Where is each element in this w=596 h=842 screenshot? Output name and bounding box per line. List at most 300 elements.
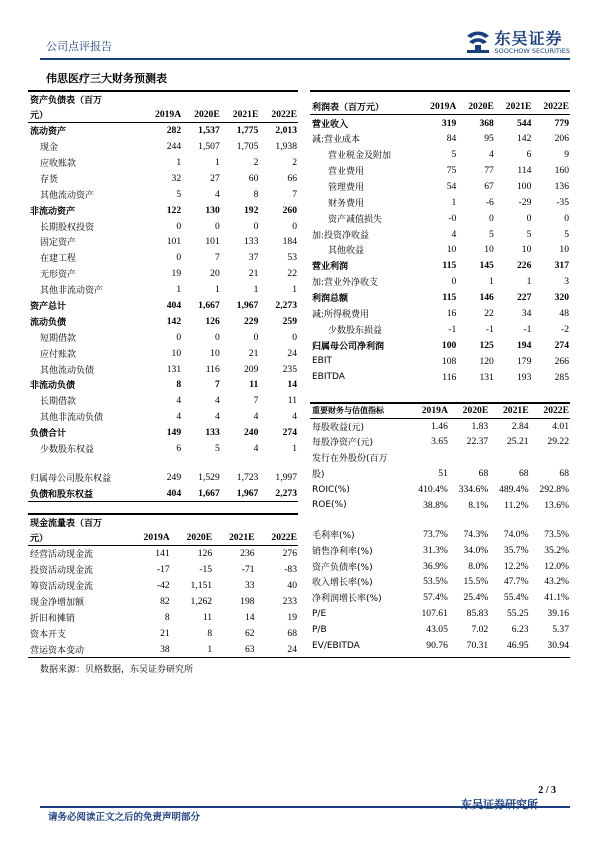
- cell-value: 3.65: [431, 436, 448, 448]
- cell-value: 0: [176, 220, 182, 232]
- cell-value: 68: [559, 468, 569, 480]
- income-statement-table: [310, 90, 570, 385]
- row-label: 发行在外股份(百万: [312, 454, 388, 465]
- cell-value: 54: [446, 180, 457, 192]
- row-label: 存货: [40, 174, 59, 185]
- cell-value: 4: [176, 411, 182, 423]
- table-row: [28, 609, 298, 625]
- page-number: 2 / 3: [538, 785, 556, 796]
- cell-value: 1: [214, 157, 220, 168]
- cell-value: -0: [448, 212, 457, 224]
- row-label: 减:所得税费用: [312, 310, 370, 321]
- table-row: [28, 123, 298, 139]
- cell-value: 25.4%: [463, 592, 489, 604]
- cell-value: 62: [244, 627, 255, 639]
- cell-value: 53.5%: [423, 576, 448, 588]
- cell-value: 6: [526, 149, 532, 161]
- cell-value: 25.21: [507, 436, 529, 448]
- cell-value: 75: [446, 165, 457, 176]
- cell-value: 8: [176, 379, 182, 391]
- row-label: 在建工程: [40, 254, 77, 265]
- cell-value: 100: [517, 180, 532, 192]
- income-statement-title: 利润表（百万元）: [310, 99, 419, 115]
- year-header: 2019A: [143, 107, 182, 123]
- cell-value: 320: [554, 292, 569, 304]
- cell-value: -71: [241, 564, 255, 576]
- cell-value: 74.3%: [463, 528, 489, 540]
- cell-value: 1: [451, 196, 457, 208]
- balance-sheet-title-line2: 元）: [28, 107, 143, 123]
- cash-flow-body: [28, 546, 298, 657]
- cash-flow-table: [28, 513, 298, 657]
- company-logo: [465, 30, 570, 58]
- row-label: 非流动资产: [30, 206, 76, 217]
- section-title: 伟思医疗三大财务预测表: [46, 72, 167, 85]
- cell-value: 1,967: [236, 300, 259, 312]
- cell-value: 10: [171, 347, 182, 359]
- cell-value: 4.01: [552, 420, 569, 432]
- cell-value: 5: [214, 443, 220, 455]
- cell-value: 4: [176, 395, 182, 407]
- cell-value: 404: [166, 487, 182, 499]
- cell-value: 7: [292, 188, 297, 200]
- income-statement-top-rule: [310, 91, 570, 99]
- cell-value: 1,667: [198, 300, 220, 312]
- table-row: [310, 542, 570, 558]
- balance-sheet-title-line1: 资产负债表（百万: [30, 95, 103, 106]
- cell-value: 100: [441, 339, 457, 351]
- row-label: 净利润增长率(%): [312, 594, 382, 605]
- cell-value: 63: [244, 643, 255, 655]
- page-header: [40, 29, 570, 60]
- table-row: [28, 425, 298, 441]
- cell-value: 0: [564, 212, 569, 224]
- cell-value: [409, 450, 449, 466]
- cell-value: 1,723: [236, 471, 259, 483]
- cell-value: -35: [556, 196, 569, 208]
- cell-value: 122: [166, 204, 182, 216]
- cell-value: 21: [160, 627, 170, 639]
- cell-value: 0: [253, 220, 259, 232]
- row-label: EBIT: [312, 356, 333, 367]
- table-row: [310, 526, 570, 542]
- cell-value: 0: [292, 331, 297, 343]
- cell-value: 6: [176, 443, 182, 455]
- row-label: 长期股权投资: [40, 222, 95, 233]
- cell-value: 5: [176, 188, 182, 200]
- cell-value: 73.5%: [544, 528, 569, 540]
- cell-value: -15: [199, 564, 213, 576]
- cell-value: 0: [292, 220, 297, 232]
- cell-value: 145: [479, 260, 494, 272]
- cell-value: 0: [214, 220, 220, 232]
- balance-sheet-body: [28, 123, 298, 501]
- cell-value: 1,151: [190, 580, 213, 591]
- cell-value: 3: [564, 276, 569, 288]
- cell-value: [182, 456, 221, 469]
- cell-value: 235: [282, 363, 297, 375]
- cell-value: 108: [441, 355, 457, 367]
- cell-value: -83: [284, 564, 297, 576]
- cell-value: 7.02: [471, 624, 489, 636]
- row-label: 现金净增加额: [30, 597, 85, 608]
- table-row: [28, 282, 298, 298]
- cell-value: 36.9%: [423, 560, 448, 572]
- year-header: 2022E: [259, 107, 298, 123]
- income-statement-body: [310, 115, 570, 385]
- cell-value: 34: [521, 308, 532, 320]
- cell-value: 107.61: [421, 608, 448, 620]
- cell-value: -1: [448, 323, 457, 335]
- cell-value: 29.22: [547, 436, 569, 448]
- table-row: [310, 590, 570, 606]
- row-label: 资本开支: [30, 629, 67, 640]
- cell-value: 12.2%: [503, 560, 529, 572]
- table-row: [28, 266, 298, 282]
- cell-value: 1,667: [198, 487, 220, 499]
- cell-value: 544: [517, 117, 532, 129]
- cell-value: 74.0%: [503, 528, 529, 540]
- year-header: 2020E: [457, 99, 495, 115]
- table-row: [310, 497, 570, 513]
- cell-value: 1,775: [236, 125, 259, 137]
- cell-value: 8.0%: [468, 560, 489, 572]
- row-label: 其他非流动负债: [40, 413, 104, 424]
- bottom-rule: [28, 657, 570, 658]
- row-label: 营业利润: [312, 262, 349, 273]
- table-row: [28, 593, 298, 609]
- row-label: 毛利率(%): [312, 530, 355, 541]
- cell-value: 116: [205, 363, 220, 375]
- cell-value: 68: [287, 627, 297, 639]
- cell-value: 5.37: [552, 624, 569, 636]
- year-header: 2021E: [489, 403, 529, 418]
- cell-value: -42: [156, 580, 170, 591]
- table-row: [310, 131, 570, 147]
- cell-value: 266: [554, 355, 569, 367]
- cell-value: 22: [287, 268, 297, 280]
- table-row: [28, 377, 298, 393]
- row-label: 少数股东权益: [40, 445, 95, 456]
- ratios-title: 重要财务与估值指标: [310, 403, 409, 418]
- cell-value: 24: [287, 347, 297, 359]
- cell-value: 37: [248, 252, 259, 264]
- year-header: 2020E: [449, 403, 489, 418]
- cell-value: 229: [243, 315, 259, 327]
- table-row: [310, 163, 570, 179]
- cell-value: 1: [207, 643, 213, 655]
- cell-value: 5: [526, 228, 532, 240]
- table-row: [310, 115, 570, 131]
- cell-value: 41.1%: [544, 592, 569, 604]
- table-row: [310, 450, 570, 466]
- cell-value: [489, 450, 529, 466]
- cell-value: 10: [210, 347, 220, 359]
- year-header: 2020E: [171, 530, 213, 546]
- cell-value: 192: [243, 204, 259, 216]
- cell-value: 22: [484, 308, 494, 320]
- cell-value: 146: [479, 292, 494, 304]
- footer-org: 东吴证券研究所: [461, 798, 538, 811]
- table-row: [28, 456, 298, 469]
- table-row: [310, 306, 570, 322]
- row-label: EV/EBITDA: [312, 640, 360, 651]
- cell-value: 55.25: [507, 608, 529, 620]
- row-label: 流动资产: [30, 127, 67, 138]
- year-header: 2020E: [182, 107, 221, 123]
- row-label: 销售净利率(%): [312, 546, 373, 557]
- cell-value: 1,537: [198, 125, 220, 137]
- table-row: [310, 622, 570, 638]
- table-row: [310, 574, 570, 590]
- cell-value: [449, 513, 489, 526]
- row-label: 资产减值损失: [328, 214, 383, 225]
- cell-value: [409, 513, 449, 526]
- year-header: 2022E: [532, 99, 570, 115]
- cell-value: 1: [253, 284, 259, 296]
- table-row: [28, 234, 298, 250]
- table-row: [310, 274, 570, 290]
- cell-value: 193: [517, 371, 532, 383]
- cell-value: 249: [166, 471, 182, 483]
- year-header: 2021E: [221, 107, 260, 123]
- cell-value: 19: [287, 611, 297, 623]
- row-label: 营业税金及附加: [328, 151, 392, 162]
- report-type: 公司点评报告: [46, 40, 112, 53]
- cell-value: 0: [489, 212, 494, 224]
- table-row: [310, 321, 570, 337]
- cell-value: 276: [282, 548, 297, 560]
- cell-value: 51: [438, 468, 448, 480]
- cell-value: 4: [214, 411, 220, 423]
- cell-value: 1.83: [471, 420, 489, 432]
- table-row: [310, 194, 570, 210]
- cell-value: -1: [485, 323, 494, 335]
- cell-value: 141: [155, 548, 170, 560]
- cell-value: 0: [451, 276, 457, 288]
- cell-value: 1: [176, 157, 182, 168]
- cell-value: 40: [287, 580, 297, 591]
- cell-value: 39.16: [547, 608, 569, 620]
- row-label: 每股净资产(元): [312, 438, 374, 449]
- cell-value: 46.95: [507, 640, 529, 652]
- table-row: [310, 337, 570, 353]
- table-row: [28, 441, 298, 457]
- cell-value: 319: [441, 117, 457, 129]
- cell-value: 53: [287, 252, 297, 264]
- cell-value: 142: [517, 133, 532, 145]
- source-note: 数据来源：贝格数据，东吴证券研究所: [40, 665, 194, 675]
- table-row: [310, 147, 570, 163]
- cell-value: -1: [523, 323, 532, 335]
- table-row: [28, 186, 298, 202]
- table-row: [28, 485, 298, 501]
- cell-value: 55.4%: [503, 592, 529, 604]
- cell-value: 8: [207, 627, 213, 639]
- cell-value: 10: [446, 244, 457, 256]
- cell-value: 115: [442, 260, 457, 272]
- cell-value: 13.6%: [544, 499, 569, 511]
- table-row: [310, 418, 570, 434]
- row-label: 流动负债: [30, 317, 67, 328]
- cell-value: 43.2%: [544, 576, 569, 588]
- table-row: [28, 329, 298, 345]
- row-label: 财务费用: [328, 198, 365, 209]
- row-label: P/B: [312, 624, 327, 635]
- cell-value: 282: [166, 125, 182, 137]
- row-label: P/E: [312, 608, 327, 619]
- cell-value: 67: [484, 180, 494, 192]
- cell-value: 1: [489, 276, 494, 288]
- cell-value: 7: [253, 395, 259, 407]
- cell-value: 233: [282, 595, 297, 607]
- cell-value: 1,705: [236, 141, 259, 153]
- cell-value: 101: [205, 236, 220, 248]
- year-header: 2021E: [213, 530, 255, 546]
- cell-value: 136: [554, 180, 569, 192]
- cell-value: 90.76: [426, 640, 448, 652]
- cell-value: 38: [160, 643, 170, 655]
- cell-value: 285: [554, 371, 569, 383]
- row-label: 每股收益(元): [312, 422, 365, 433]
- table-row: [310, 466, 570, 482]
- table-row: [28, 298, 298, 314]
- cell-value: 10: [521, 244, 532, 256]
- cell-value: 0: [214, 331, 220, 343]
- cell-value: 11.2%: [504, 499, 529, 511]
- row-label: 负债和股东权益: [30, 489, 94, 500]
- row-label: 经营活动现金流: [30, 550, 94, 561]
- cell-value: 260: [282, 204, 297, 216]
- cell-value: -29: [518, 196, 532, 208]
- row-label: 营业收入: [312, 119, 349, 130]
- cell-value: 57.4%: [423, 592, 448, 604]
- cell-value: 10: [484, 244, 494, 256]
- cell-value: 142: [166, 315, 182, 327]
- table-row: [28, 155, 298, 171]
- cell-value: 0: [253, 331, 259, 343]
- cell-value: 16: [446, 308, 457, 320]
- cell-value: 2: [292, 157, 297, 168]
- cell-value: 43.05: [426, 624, 448, 636]
- cell-value: 31.3%: [423, 544, 448, 556]
- cell-value: 9: [564, 149, 569, 161]
- table-row: [310, 242, 570, 258]
- cell-value: 0: [176, 252, 182, 264]
- year-header: 2022E: [530, 403, 570, 418]
- cell-value: 66: [287, 172, 297, 184]
- cell-value: 130: [205, 204, 220, 216]
- cell-value: 184: [282, 236, 297, 248]
- cash-flow-title-line1: 现金流量表（百万: [30, 518, 103, 529]
- cell-value: 2: [253, 157, 259, 168]
- cell-value: 21: [248, 268, 259, 280]
- cell-value: 4: [292, 411, 297, 423]
- cell-value: 8: [253, 188, 259, 200]
- row-label: 利润总额: [312, 294, 349, 305]
- cell-value: 11: [202, 611, 213, 623]
- cell-value: 236: [240, 548, 255, 560]
- row-label: 投资活动现金流: [30, 566, 94, 577]
- table-row: [28, 409, 298, 425]
- row-label: 折旧和摊销: [30, 613, 76, 624]
- cell-value: 1: [214, 284, 220, 296]
- cell-value: 5: [564, 228, 569, 240]
- cell-value: 410.4%: [418, 484, 448, 495]
- cell-value: 120: [479, 355, 494, 367]
- table-row: [28, 313, 298, 329]
- cell-value: 1: [176, 284, 182, 296]
- cell-value: 131: [166, 363, 182, 375]
- cell-value: 489.4%: [499, 484, 529, 495]
- cell-value: 368: [479, 117, 494, 129]
- row-label: 股): [312, 470, 325, 481]
- cell-value: 4: [489, 149, 494, 161]
- year-header: 2022E: [256, 530, 298, 546]
- cell-value: [489, 513, 529, 526]
- table-row: [310, 434, 570, 450]
- cell-value: 70.31: [466, 640, 489, 652]
- cell-value: 30.94: [547, 640, 569, 652]
- table-row: [28, 139, 298, 155]
- cell-value: 274: [554, 339, 569, 351]
- row-label: 短期借款: [40, 333, 77, 344]
- cell-value: -6: [485, 196, 494, 208]
- cell-value: 206: [554, 133, 569, 145]
- table-row: [310, 513, 570, 526]
- cell-value: 7: [214, 252, 220, 264]
- cell-value: 38.8%: [423, 499, 448, 511]
- cell-value: [259, 456, 298, 469]
- cell-value: 209: [243, 363, 259, 375]
- row-label: 加:营业外净收支: [312, 278, 379, 289]
- cell-value: 126: [205, 315, 220, 327]
- cell-value: 12.0%: [544, 560, 569, 572]
- row-label: 减:营业成本: [312, 135, 361, 146]
- table-row: [310, 178, 570, 194]
- cell-value: 27: [210, 172, 220, 184]
- year-header: 2019A: [409, 403, 449, 418]
- table-row: [28, 578, 298, 594]
- cell-value: 6.23: [511, 624, 529, 636]
- year-header: 2019A: [127, 530, 170, 546]
- cell-value: 115: [442, 292, 457, 304]
- cell-value: 133: [243, 236, 259, 248]
- year-header: 2021E: [495, 99, 533, 115]
- table-row: [28, 202, 298, 218]
- row-label: EBITDA: [312, 372, 345, 383]
- row-label: 负债合计: [30, 429, 67, 440]
- table-row: [28, 361, 298, 377]
- cell-value: 240: [243, 427, 259, 439]
- cell-value: [530, 450, 570, 466]
- cell-value: 35.7%: [503, 544, 529, 556]
- cell-value: [449, 450, 489, 466]
- cell-value: 1.46: [431, 420, 448, 432]
- table-row: [310, 353, 570, 369]
- cell-value: 20: [210, 268, 220, 280]
- cell-value: 14: [244, 611, 255, 623]
- cell-value: 2,273: [275, 300, 297, 312]
- cell-value: 198: [240, 595, 255, 607]
- row-label: 营业费用: [328, 167, 365, 177]
- logo-cn-text: 东吴证券: [494, 29, 563, 48]
- cell-value: 126: [197, 548, 213, 560]
- row-label: 长期借款: [40, 397, 77, 408]
- row-label: 其他流动资产: [40, 190, 95, 201]
- cell-value: 125: [479, 339, 494, 351]
- cell-value: [143, 456, 182, 469]
